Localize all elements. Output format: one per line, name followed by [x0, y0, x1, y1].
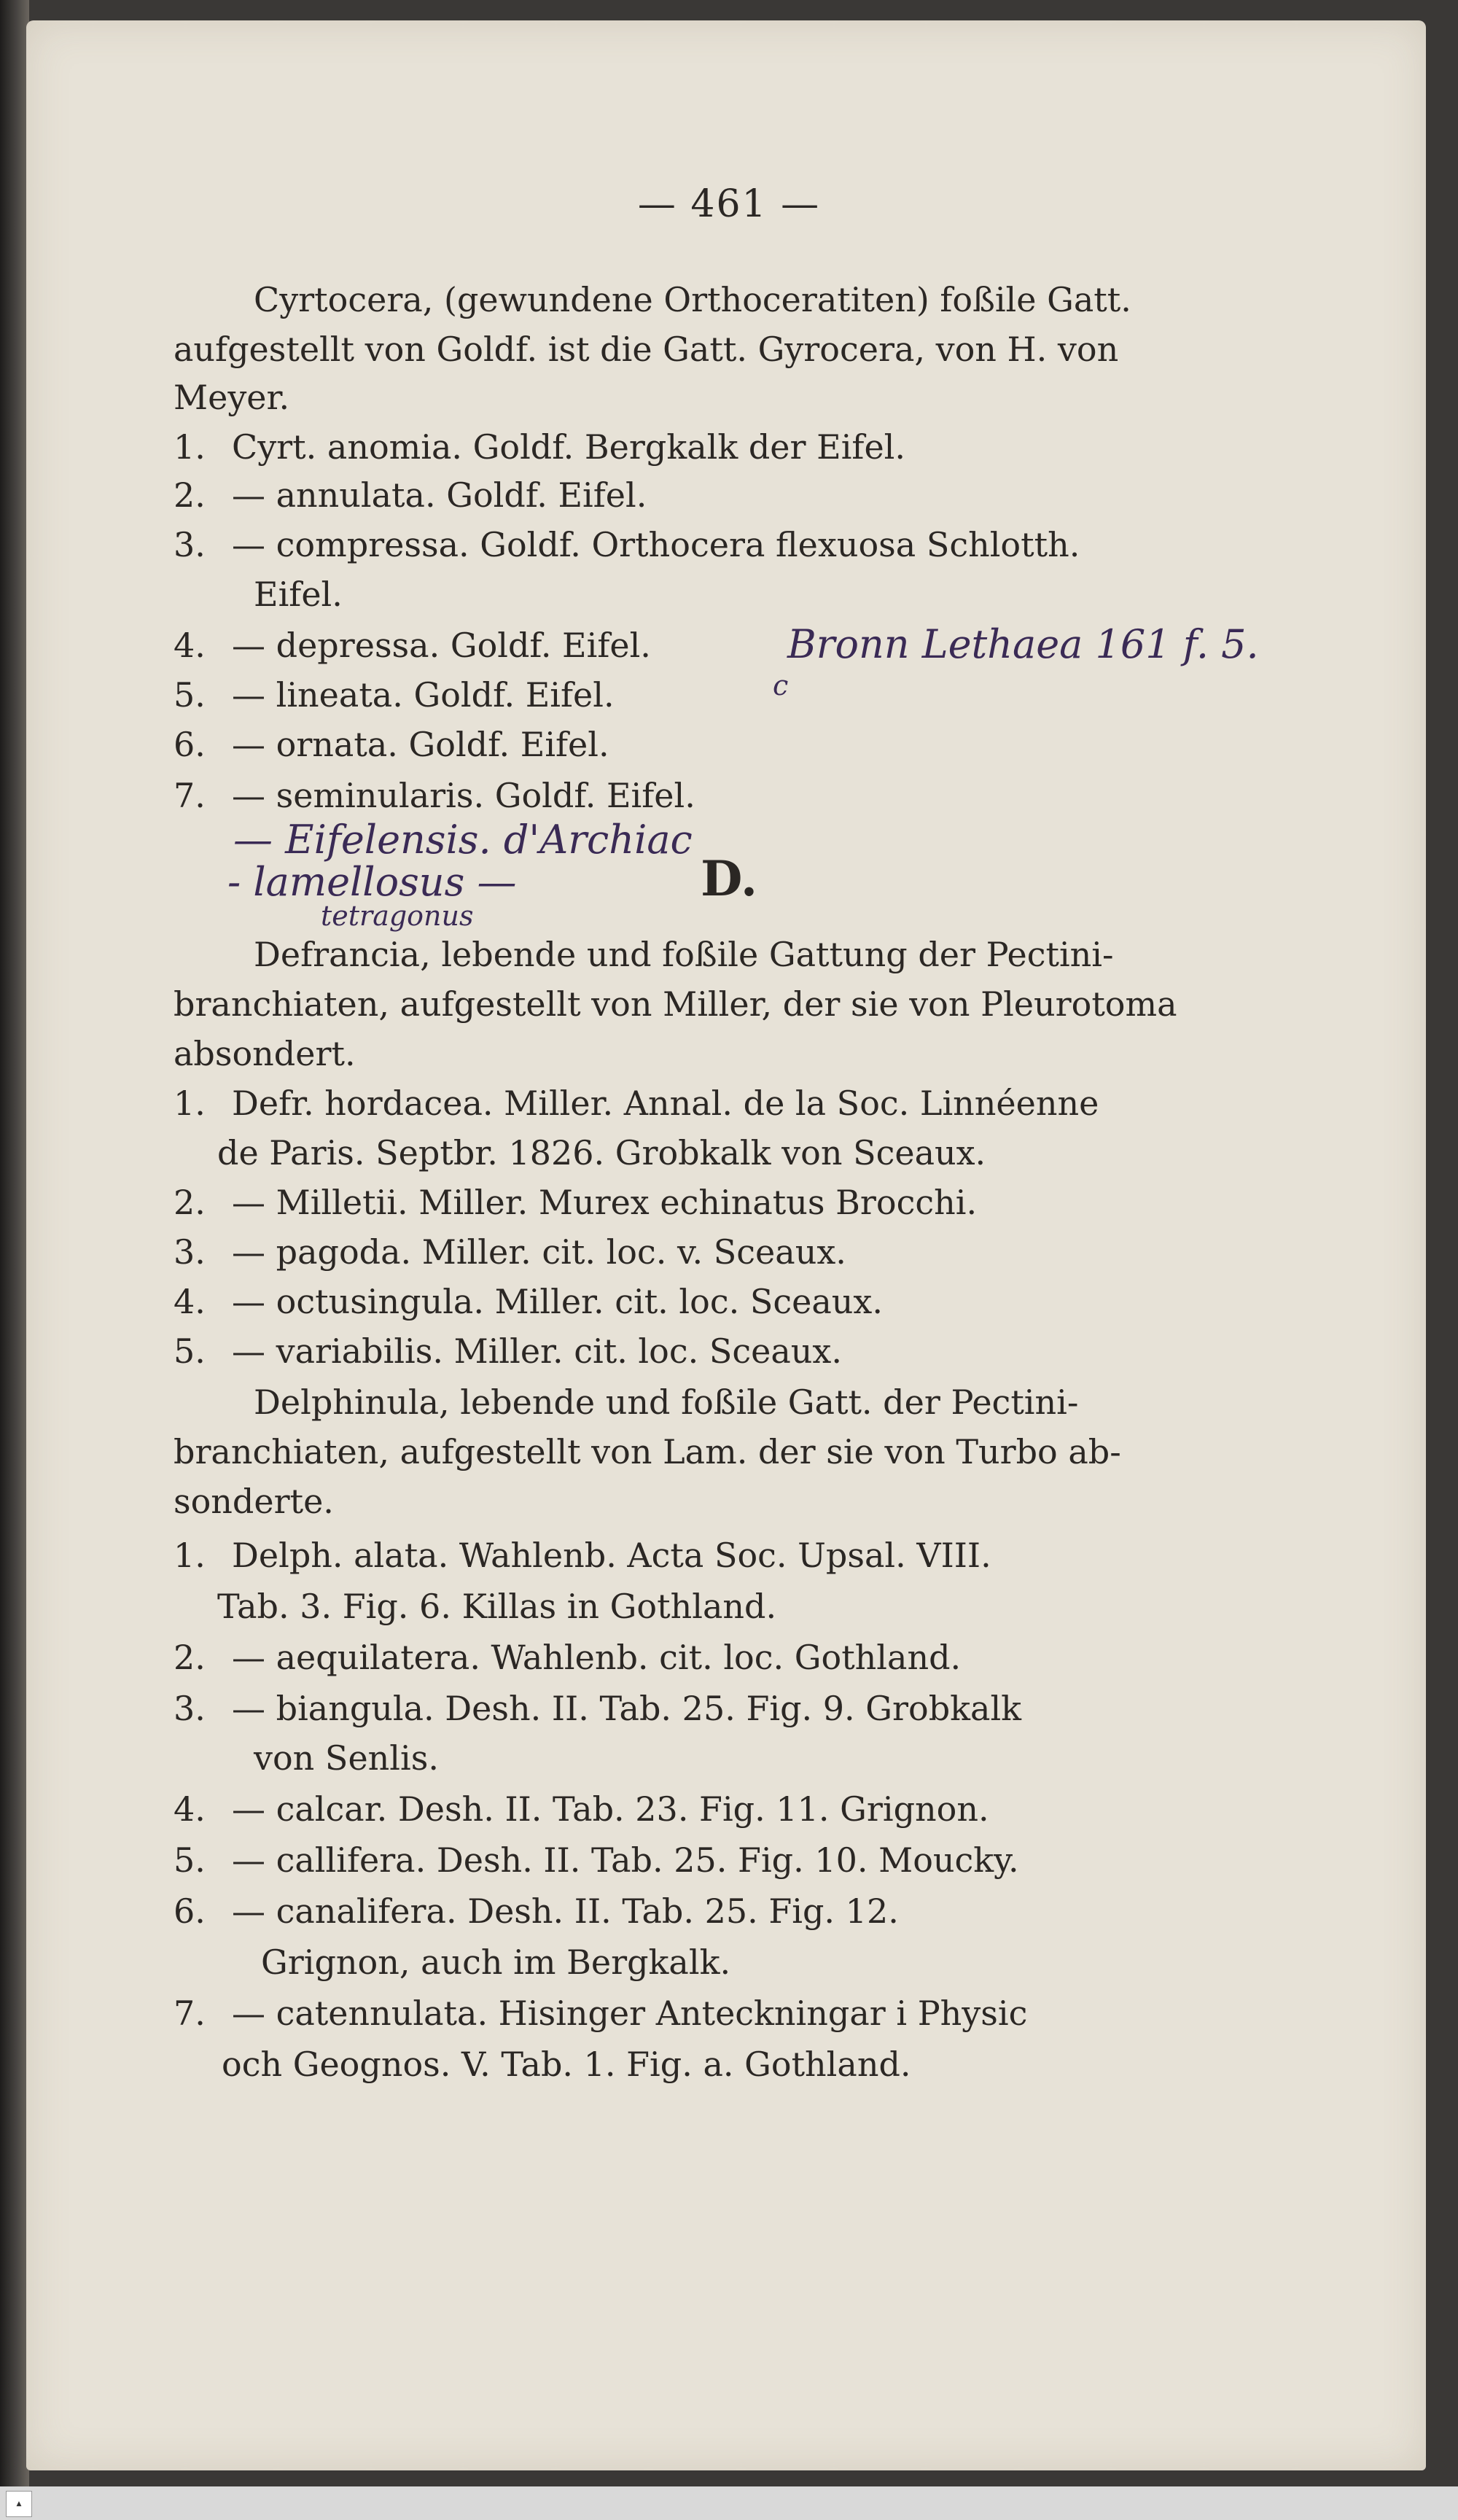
list-item: 1. Delph. alata. Wahlenb. Acta Soc. Upsal. VIII.: [174, 1536, 991, 1575]
page-number: — 461 —: [637, 182, 821, 226]
delphinula-line-3: sonderte.: [174, 1482, 334, 1521]
cyrtocera-line-3: Meyer.: [174, 378, 290, 417]
cyrtocera-line-1: Cyrtocera, (gewundene Orthoceratiten) foßile Gatt.: [254, 280, 1131, 319]
cyrtocera-line-2: aufgestellt von Goldf. ist die Gatt. Gyrocera, von H. von: [174, 330, 1119, 369]
handwritten-note-lamellosus: - lamellosus —: [227, 859, 517, 905]
section-letter: D.: [701, 850, 757, 907]
delphinula-line-1: Delphinula, lebende und foßile Gatt. der Pectini-: [254, 1382, 1079, 1422]
list-item: 6. — ornata. Goldf. Eifel.: [174, 725, 609, 764]
delphinula-line-2: branchiaten, aufgestellt von Lam. der sie von Turbo ab-: [174, 1432, 1121, 1471]
list-item: 5. — variabilis. Miller. cit. loc. Sceaux.: [174, 1331, 842, 1371]
viewer-footer-strip: [0, 2486, 1458, 2520]
list-item: 4. — octusingula. Miller. cit. loc. Sceaux.: [174, 1282, 883, 1321]
list-item: och Geognos. V. Tab. 1. Fig. a. Gothland.: [222, 2045, 911, 2084]
list-item: 4. — calcar. Desh. II. Tab. 23. Fig. 11. Grignon.: [174, 1789, 989, 1829]
list-item: 2. — annulata. Goldf. Eifel.: [174, 475, 647, 515]
list-item: 1. Defr. hordacea. Miller. Annal. de la Soc. Linnéenne: [174, 1084, 1099, 1123]
list-item: 2. — aequilatera. Wahlenb. cit. loc. Gothland.: [174, 1638, 962, 1677]
list-item: Eifel.: [254, 575, 343, 614]
handwritten-note-tetragonus: tetragonus: [321, 900, 474, 932]
library-logo-icon: ▲: [6, 2491, 32, 2517]
list-item: 5. — callifera. Desh. II. Tab. 25. Fig. 10. Moucky.: [174, 1840, 1019, 1880]
list-item: 2. — Milletii. Miller. Murex echinatus Brocchi.: [174, 1183, 978, 1222]
defrancia-line-2: branchiaten, aufgestellt von Miller, der sie von Pleurotoma: [174, 984, 1177, 1024]
list-item: Tab. 3. Fig. 6. Killas in Gothland.: [217, 1587, 777, 1626]
list-item: 3. — biangula. Desh. II. Tab. 25. Fig. 9. Grobkalk: [174, 1689, 1022, 1728]
book-spine: [0, 0, 29, 2486]
list-item: von Senlis.: [254, 1738, 439, 1778]
handwritten-note-c: c: [773, 669, 789, 701]
list-item: 1. Cyrt. anomia. Goldf. Bergkalk der Eifel.: [174, 427, 905, 467]
list-item: 6. — canalifera. Desh. II. Tab. 25. Fig. 12.: [174, 1891, 899, 1931]
list-item: 5. — lineata. Goldf. Eifel.: [174, 675, 615, 715]
list-item: 3. — pagoda. Miller. cit. loc. v. Sceaux.: [174, 1232, 846, 1272]
list-item: de Paris. Septbr. 1826. Grobkalk von Sceaux.: [217, 1133, 986, 1172]
list-item: 7. — seminularis. Goldf. Eifel.: [174, 776, 695, 815]
list-item: 7. — catennulata. Hisinger Anteckningar i Physic: [174, 1994, 1028, 2033]
handwritten-note-eifelensis: — Eifelensis. d'Archiac: [233, 817, 693, 863]
list-item: 4. — depressa. Goldf. Eifel.: [174, 626, 651, 665]
defrancia-line-1: Defrancia, lebende und foßile Gattung der Pectini-: [254, 935, 1114, 974]
defrancia-line-3: absondert.: [174, 1034, 356, 1073]
list-item: Grignon, auch im Bergkalk.: [261, 1942, 731, 1982]
handwritten-note-bronn: Bronn Lethaea 161 f. 5.: [787, 621, 1259, 667]
list-item: 3. — compressa. Goldf. Orthocera flexuosa Schlotth.: [174, 525, 1080, 564]
